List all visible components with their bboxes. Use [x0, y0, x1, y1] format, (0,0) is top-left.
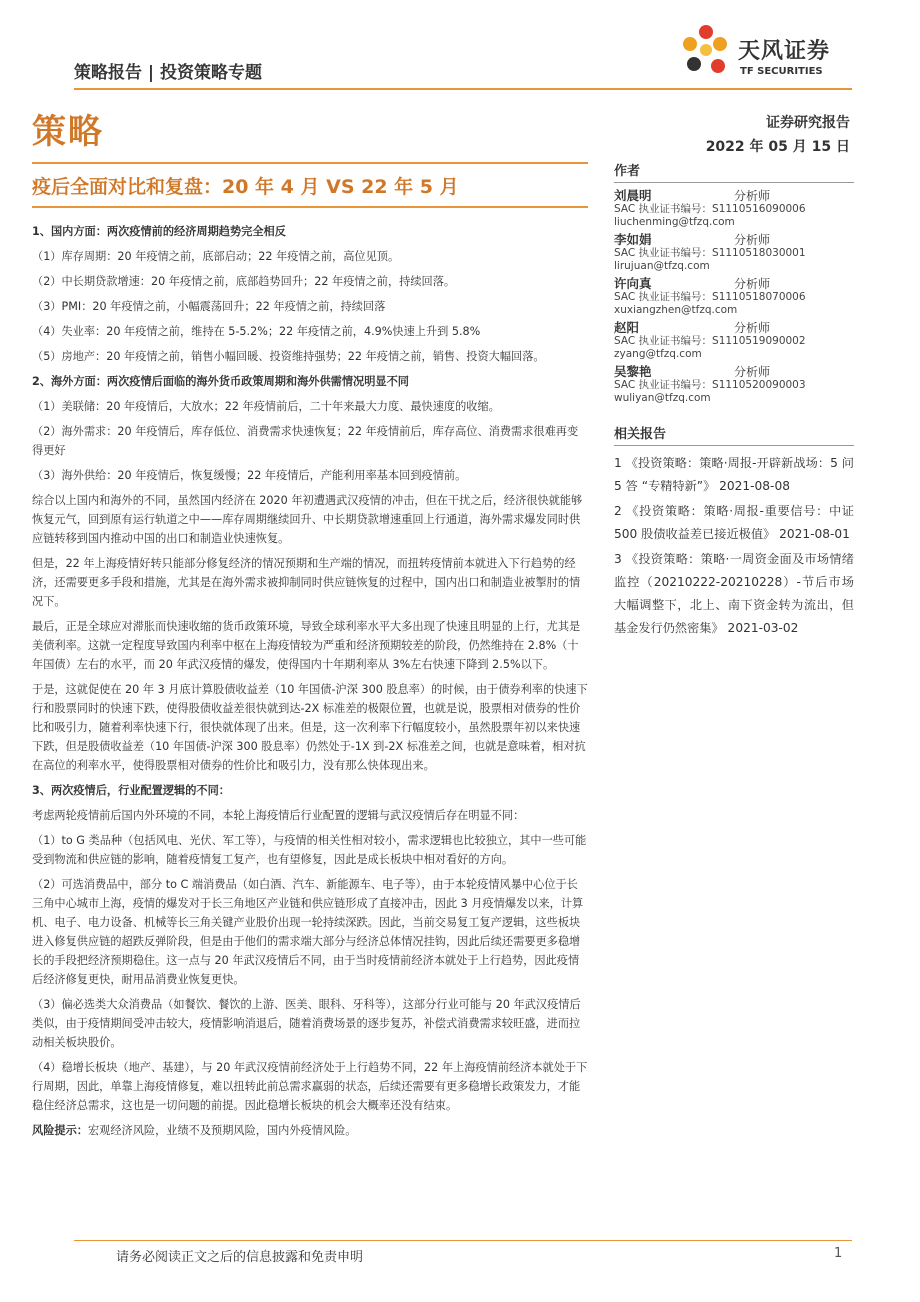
related-title: 相关报告 [614, 423, 854, 446]
author-cert: SAC 执业证书编号：S1110518030001 [614, 247, 806, 259]
footer-divider [74, 1240, 852, 1241]
paragraph: （1）to G 类品种（包括风电、光伏、军工等），与疫情的相关性相对较小，需求逻辑也比较独立，其中一些可能受到物流和供应链的影响，随着疫情复工复产，也有望修复，因此是成长板块中相对看好的方向。 [32, 834, 587, 866]
paragraph: （1）库存周期：20 年疫情之前，底部启动；22 年疫情之前，高位见顶。 [32, 250, 400, 263]
footer-disclaimer: 请务必阅读正文之后的信息披露和免责申明 [116, 1250, 364, 1265]
paragraph: （5）房地产：20 年疫情之前，销售小幅回暖、投资维持强势；22 年疫情之前，销售、投资大幅回落。 [32, 350, 545, 363]
author-name: 刘晨明 [614, 188, 652, 203]
main-body [32, 222, 588, 1146]
header-divider [74, 88, 852, 90]
related-reports [614, 423, 854, 640]
author-name: 赵阳 [614, 320, 640, 335]
risk-warning [32, 1121, 588, 1140]
author-email[interactable]: zyang@tfzq.com [614, 348, 702, 360]
related-report-link[interactable]: 2 《投资策略：策略·周报-重要信号：中证 500 股债收益差已接近极值》 2021-08-01 [614, 504, 854, 541]
heading-overseas: 2、海外方面：两次疫情后面临的海外货币政策周期和海外供需情况明显不同 [32, 375, 409, 388]
author-role: 分析师 [734, 365, 771, 379]
report-type: 证券研究报告 [766, 115, 850, 131]
sidebar [614, 160, 854, 642]
authors-title: 作者 [614, 160, 854, 183]
paragraph: 于是，这就促使在 20 年 3 月底计算股债收益差（10 年国债-沪深 300 股息率）的时候，由于债券利率的快速下行和股票同时的快速下跌，使得股债收益差很快就到达-2X 标准差的极限位置，也就是说，股票相对债券的性价比和吸引力，随着利率快速下行，很快就体现了出来。但是，这一次利率下行幅度较小，虽然股票年初以来快速下跌，但是股债收益差（10 年国债-沪深 300 股息率）仍然处于-1X 到-2X 标准差之间，也就是意味着，相对抗在高位的利率水平，使得股票相对债券的性价比和吸引力，没有那么快体现出来。 [32, 683, 588, 772]
report-date: 2022 年 05 月 15 日 [705, 139, 850, 155]
related-report-link[interactable]: 1 《投资策略：策略·周报-开辟新战场：5 问 5 答 “专精特新”》 2021-08-08 [614, 456, 854, 493]
author-card [614, 321, 854, 361]
paragraph: （2）海外需求：20 年疫情后，库存低位、消费需求快速恢复；22 年疫情前后，库存高位、消费需求很难再变得更好 [32, 425, 579, 457]
paragraph: （2）中长期贷款增速：20 年疫情之前，底部趋势回升；22 年疫情之前，持续回落。 [32, 275, 456, 288]
document-title: 疫后全面对比和复盘：20 年 4 月 VS 22 年 5 月 [32, 176, 459, 198]
author-email[interactable]: liuchenming@tfzq.com [614, 216, 735, 228]
author-role: 分析师 [734, 277, 771, 291]
paragraph: 综合以上国内和海外的不同，虽然国内经济在 2020 年初遭遇武汉疫情的冲击，但在干扰之后，经济很快就能够恢复元气，回到原有运行轨道之中——库存周期继续回升、中长期贷款增速重回上行通道，海外需求爆发同时供应链转移到国内推动中国的出口和制造业快速恢复。 [32, 494, 583, 545]
risk-label: 风险提示： [32, 1124, 88, 1137]
paragraph: （1）美联储：20 年疫情后，大放水；22 年疫情前后，二十年来最大力度、最快速度的收缩。 [32, 400, 500, 413]
risk-text: 宏观经济风险，业绩不及预期风险，国内外疫情风险。 [87, 1124, 357, 1137]
author-cert: SAC 执业证书编号：S1110516090006 [614, 203, 806, 215]
paragraph: 最后，正是全球应对滞胀而快速收缩的货币政策环境，导致全球利率水平大多出现了快速且明显的上行，尤其是美债利率。这就一定程度导致国内利率中枢在上海疫情较为严重和经济预期较差的阶段，仍然维持在 2.8%（十年国债）左右的水平，而 20 年武汉疫情的爆发，使得国内十年期利率从 3%左右快速下降到 2.5%以下。 [32, 620, 581, 671]
page-number: 1 [834, 1246, 843, 1261]
title-divider-top [32, 162, 588, 164]
title-divider-bottom [32, 206, 588, 208]
paragraph: （3）偏必选类大众消费品（如餐饮、餐饮的上游、医美、眼科、牙科等），这部分行业可能与 20 年武汉疫情后类似，由于疫情期间受冲击较大，疫情影响消退后，随着消费场景的逐步复苏，补偿式消费需求较旺盛，进而拉动相关板块股价。 [32, 998, 581, 1049]
paragraph: 考虑两轮疫情前后国内外环境的不同，本轮上海疫情后行业配置的逻辑与武汉疫情后存在明显不同： [32, 809, 525, 822]
section-big-title: 策略 [32, 112, 104, 152]
tf-securities-logo [680, 22, 855, 82]
paragraph: （3）海外供给：20 年疫情后，恢复缓慢；22 年疫情后，产能利用率基本回到疫情前。 [32, 469, 467, 482]
author-card [614, 233, 854, 273]
author-cert: SAC 执业证书编号：S1110519090002 [614, 335, 806, 347]
author-name: 吴黎艳 [614, 364, 652, 379]
author-card [614, 277, 854, 317]
author-email[interactable]: wuliyan@tfzq.com [614, 392, 711, 404]
author-cert: SAC 执业证书编号：S1110520090003 [614, 379, 806, 391]
author-role: 分析师 [734, 189, 771, 203]
author-name: 李如娟 [614, 232, 652, 247]
logo-english-name: TF SECURITIES [740, 66, 823, 77]
paragraph: （2）可选消费品中，部分 to C 端消费品（如白酒、汽车、新能源车、电子等），由于本轮疫情风暴中心位于长三角中心城市上海，疫情的爆发对于长三角地区产业链和供应链形成了直接冲击，因此 3 月疫情爆发以来，计算机、电子、电力设备、机械等长三角关键产业股价出现一轮持续深跌。因此，当前交易复工复产逻辑，这些板块进入修复供应链的超跌反弹阶段，但是由于他们的需求端大部分与经济总体情况挂钩，因此后续还需要更多稳增长的手段把经济预期稳住。这一点与 20 年武汉疫情后不同，由于当时疫情前经济本就处于上行趋势，因此疫情后经济修复更快，耐用品消费业恢复更快。 [32, 878, 584, 986]
paragraph: （3）PMI：20 年疫情之前，小幅震荡回升；22 年疫情之前，持续回落 [32, 300, 386, 313]
author-cert: SAC 执业证书编号：S1110518070006 [614, 291, 806, 303]
heading-domestic: 1、国内方面：两次疫情前的经济周期趋势完全相反 [32, 225, 286, 238]
author-card [614, 189, 854, 229]
author-card [614, 365, 854, 405]
author-role: 分析师 [734, 233, 771, 247]
report-category: 策略报告 | 投资策略专题 [74, 63, 263, 83]
author-email[interactable]: lirujuan@tfzq.com [614, 260, 710, 272]
author-email[interactable]: xuxiangzhen@tfzq.com [614, 304, 738, 316]
author-role: 分析师 [734, 321, 771, 335]
author-name: 许向真 [614, 276, 652, 291]
paragraph: （4）稳增长板块（地产、基建），与 20 年武汉疫情前经济处于上行趋势不同，22 年上海疫情前经济本就处于下行周期，因此，单靠上海疫情修复，难以扭转此前总需求赢弱的状态，后续还需要有更多稳增长政策发力，才能稳住经济总需求，这也是一切问题的前提。因此稳增长板块的机会大概率还没有结束。 [32, 1061, 588, 1112]
flower-logo-icon [680, 22, 736, 82]
related-report-link[interactable]: 3 《投资策略：策略·一周资金面及市场情绪监控（20210222-20210228）-节后市场大幅调整下，北上、南下资金转为流出，但基金发行仍然密集》 2021-03-02 [614, 552, 854, 635]
paragraph: 但是，22 年上海疫情好转只能部分修复经济的情况预期和生产端的情况，而扭转疫情前本就进入下行趋势的经济，还需要更多手段和措施，尤其是在海外需求被抑制同时供应链恢复的过程中，国内出口和制造业被掣肘的情况下。 [32, 557, 581, 608]
heading-industry: 3、两次疫情后，行业配置逻辑的不同： [32, 784, 230, 797]
logo-chinese-name: 天风证券 [738, 39, 831, 64]
paragraph: （4）失业率：20 年疫情之前，维持在 5-5.2%；22 年疫情之前，4.9%快速上升到 5.8% [32, 325, 481, 338]
